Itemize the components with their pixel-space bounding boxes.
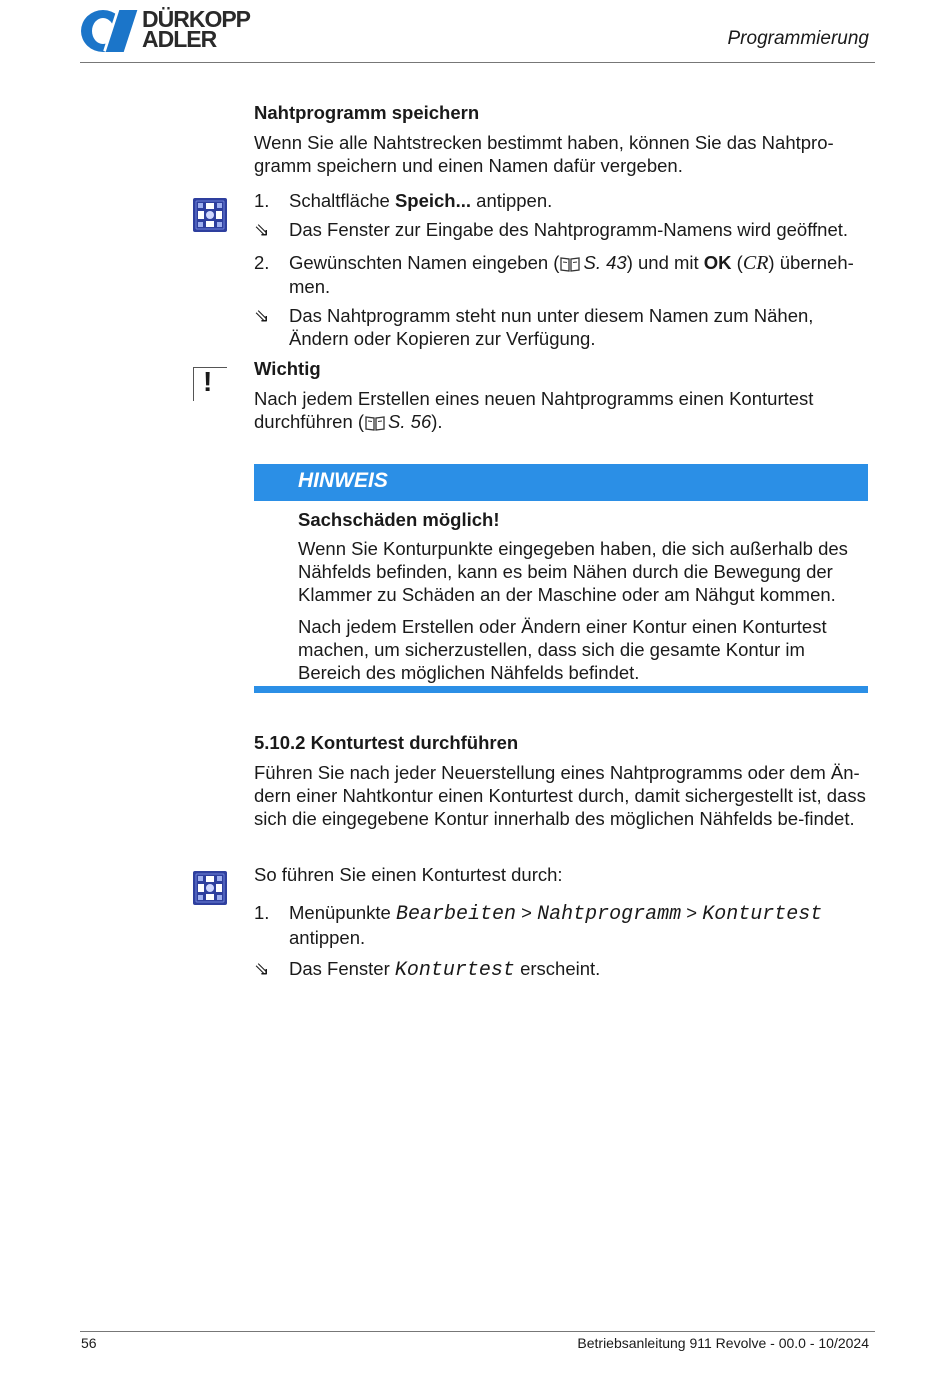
menu-item-bearbeiten: Bearbeiten bbox=[395, 903, 516, 926]
notice-paragraph-1: Wenn Sie Konturpunkte eingegeben haben, die sich außerhalb des Nähfelds befinden, kann es beim Nähen durch die Bewegung der Klammer zu Schäden an der Maschine oder am Nähgut kommen. bbox=[298, 538, 848, 605]
speich-button-label: Speich... bbox=[394, 190, 472, 211]
test-howto: So führen Sie einen Konturtest durch: bbox=[254, 864, 563, 885]
notice-subtitle: Sachschäden möglich! bbox=[298, 509, 500, 530]
test-section-heading: 5.10.2 Konturtest durchführen bbox=[254, 732, 519, 753]
touch-button-icon bbox=[193, 871, 227, 905]
footer-divider bbox=[80, 1331, 875, 1332]
save-section-heading: Nahtprogramm speichern bbox=[254, 102, 480, 123]
save-step-2: 2. Gewünschten Namen eingeben ( S. 43) und mit OK (CR) überneh-men. bbox=[254, 252, 854, 297]
important-icon: ! bbox=[203, 366, 213, 397]
logo-line-1: DÜRKOPP bbox=[142, 6, 251, 32]
logo-mark-icon bbox=[80, 8, 140, 54]
notice-title: HINWEIS bbox=[298, 469, 388, 492]
page-number: 56 bbox=[81, 1335, 97, 1351]
save-result-1: ⇘ Das Fenster zur Eingabe des Nahtprogramm-Namens wird geöffnet. bbox=[254, 219, 849, 240]
notice-paragraph-2: Nach jedem Erstellen oder Ändern einer Kontur einen Konturtest machen, um sicherzustellen, dass sich die gesamte Kontur im Bereich des möglichen Nähfelds befindet. bbox=[298, 616, 827, 683]
menu-item-konturtest: Konturtest bbox=[702, 903, 823, 926]
page-link-43[interactable]: S. 43 bbox=[583, 252, 627, 273]
result-arrow-icon: ⇘ bbox=[254, 305, 270, 326]
touch-button-icon bbox=[193, 198, 227, 232]
important-text: Nach jedem Erstellen eines neuen Nahtprogramms einen Konturtest durchführen ( S. 56). bbox=[254, 388, 814, 432]
test-step-1: 1. Menüpunkte Bearbeiten > Nahtprogramm > Konturtest antippen. bbox=[254, 902, 823, 948]
result-arrow-icon: ⇘ bbox=[254, 219, 270, 240]
brand-logo bbox=[80, 8, 270, 54]
page-link-56[interactable]: S. 56 bbox=[388, 411, 432, 432]
header-divider bbox=[80, 62, 875, 63]
result-arrow-icon: ⇘ bbox=[254, 958, 270, 979]
save-section-intro: Wenn Sie alle Nahtstrecken bestimmt haben, können Sie das Nahtpro-gramm speichern und einen Namen dafür vergeben. bbox=[254, 132, 834, 176]
test-result: ⇘ Das Fenster Konturtest erscheint. bbox=[254, 958, 601, 982]
save-result-2: ⇘ Das Nahtprogramm steht nun unter diesem Namen zum Nähen, Ändern oder Kopieren zur Verfügung. bbox=[254, 305, 814, 349]
window-name-konturtest: Konturtest bbox=[394, 959, 515, 982]
save-step-1: 1. Schaltfläche Speich... antippen. bbox=[254, 190, 553, 211]
important-heading: Wichtig bbox=[254, 358, 321, 379]
test-section-intro: Führen Sie nach jeder Neuerstellung eines Nahtprogramms oder dem Än-dern einer Nahtkontur einen Konturtest durch, damit sichergestellt ist, dass sich die eingegebene Kontur innerhalb des möglichen Nähfelds be-findet. bbox=[254, 762, 866, 829]
menu-item-nahtprogramm: Nahtprogramm bbox=[537, 903, 682, 926]
logo-line-2: ADLER bbox=[142, 26, 217, 52]
header-section-title: Programmierung bbox=[727, 28, 869, 49]
book-reference-icon bbox=[560, 256, 580, 272]
book-reference-icon bbox=[365, 415, 385, 431]
document-title: Betriebsanleitung 911 Revolve - 00.0 - 10/2024 bbox=[577, 1335, 869, 1351]
notice-bottom-bar bbox=[254, 686, 868, 693]
